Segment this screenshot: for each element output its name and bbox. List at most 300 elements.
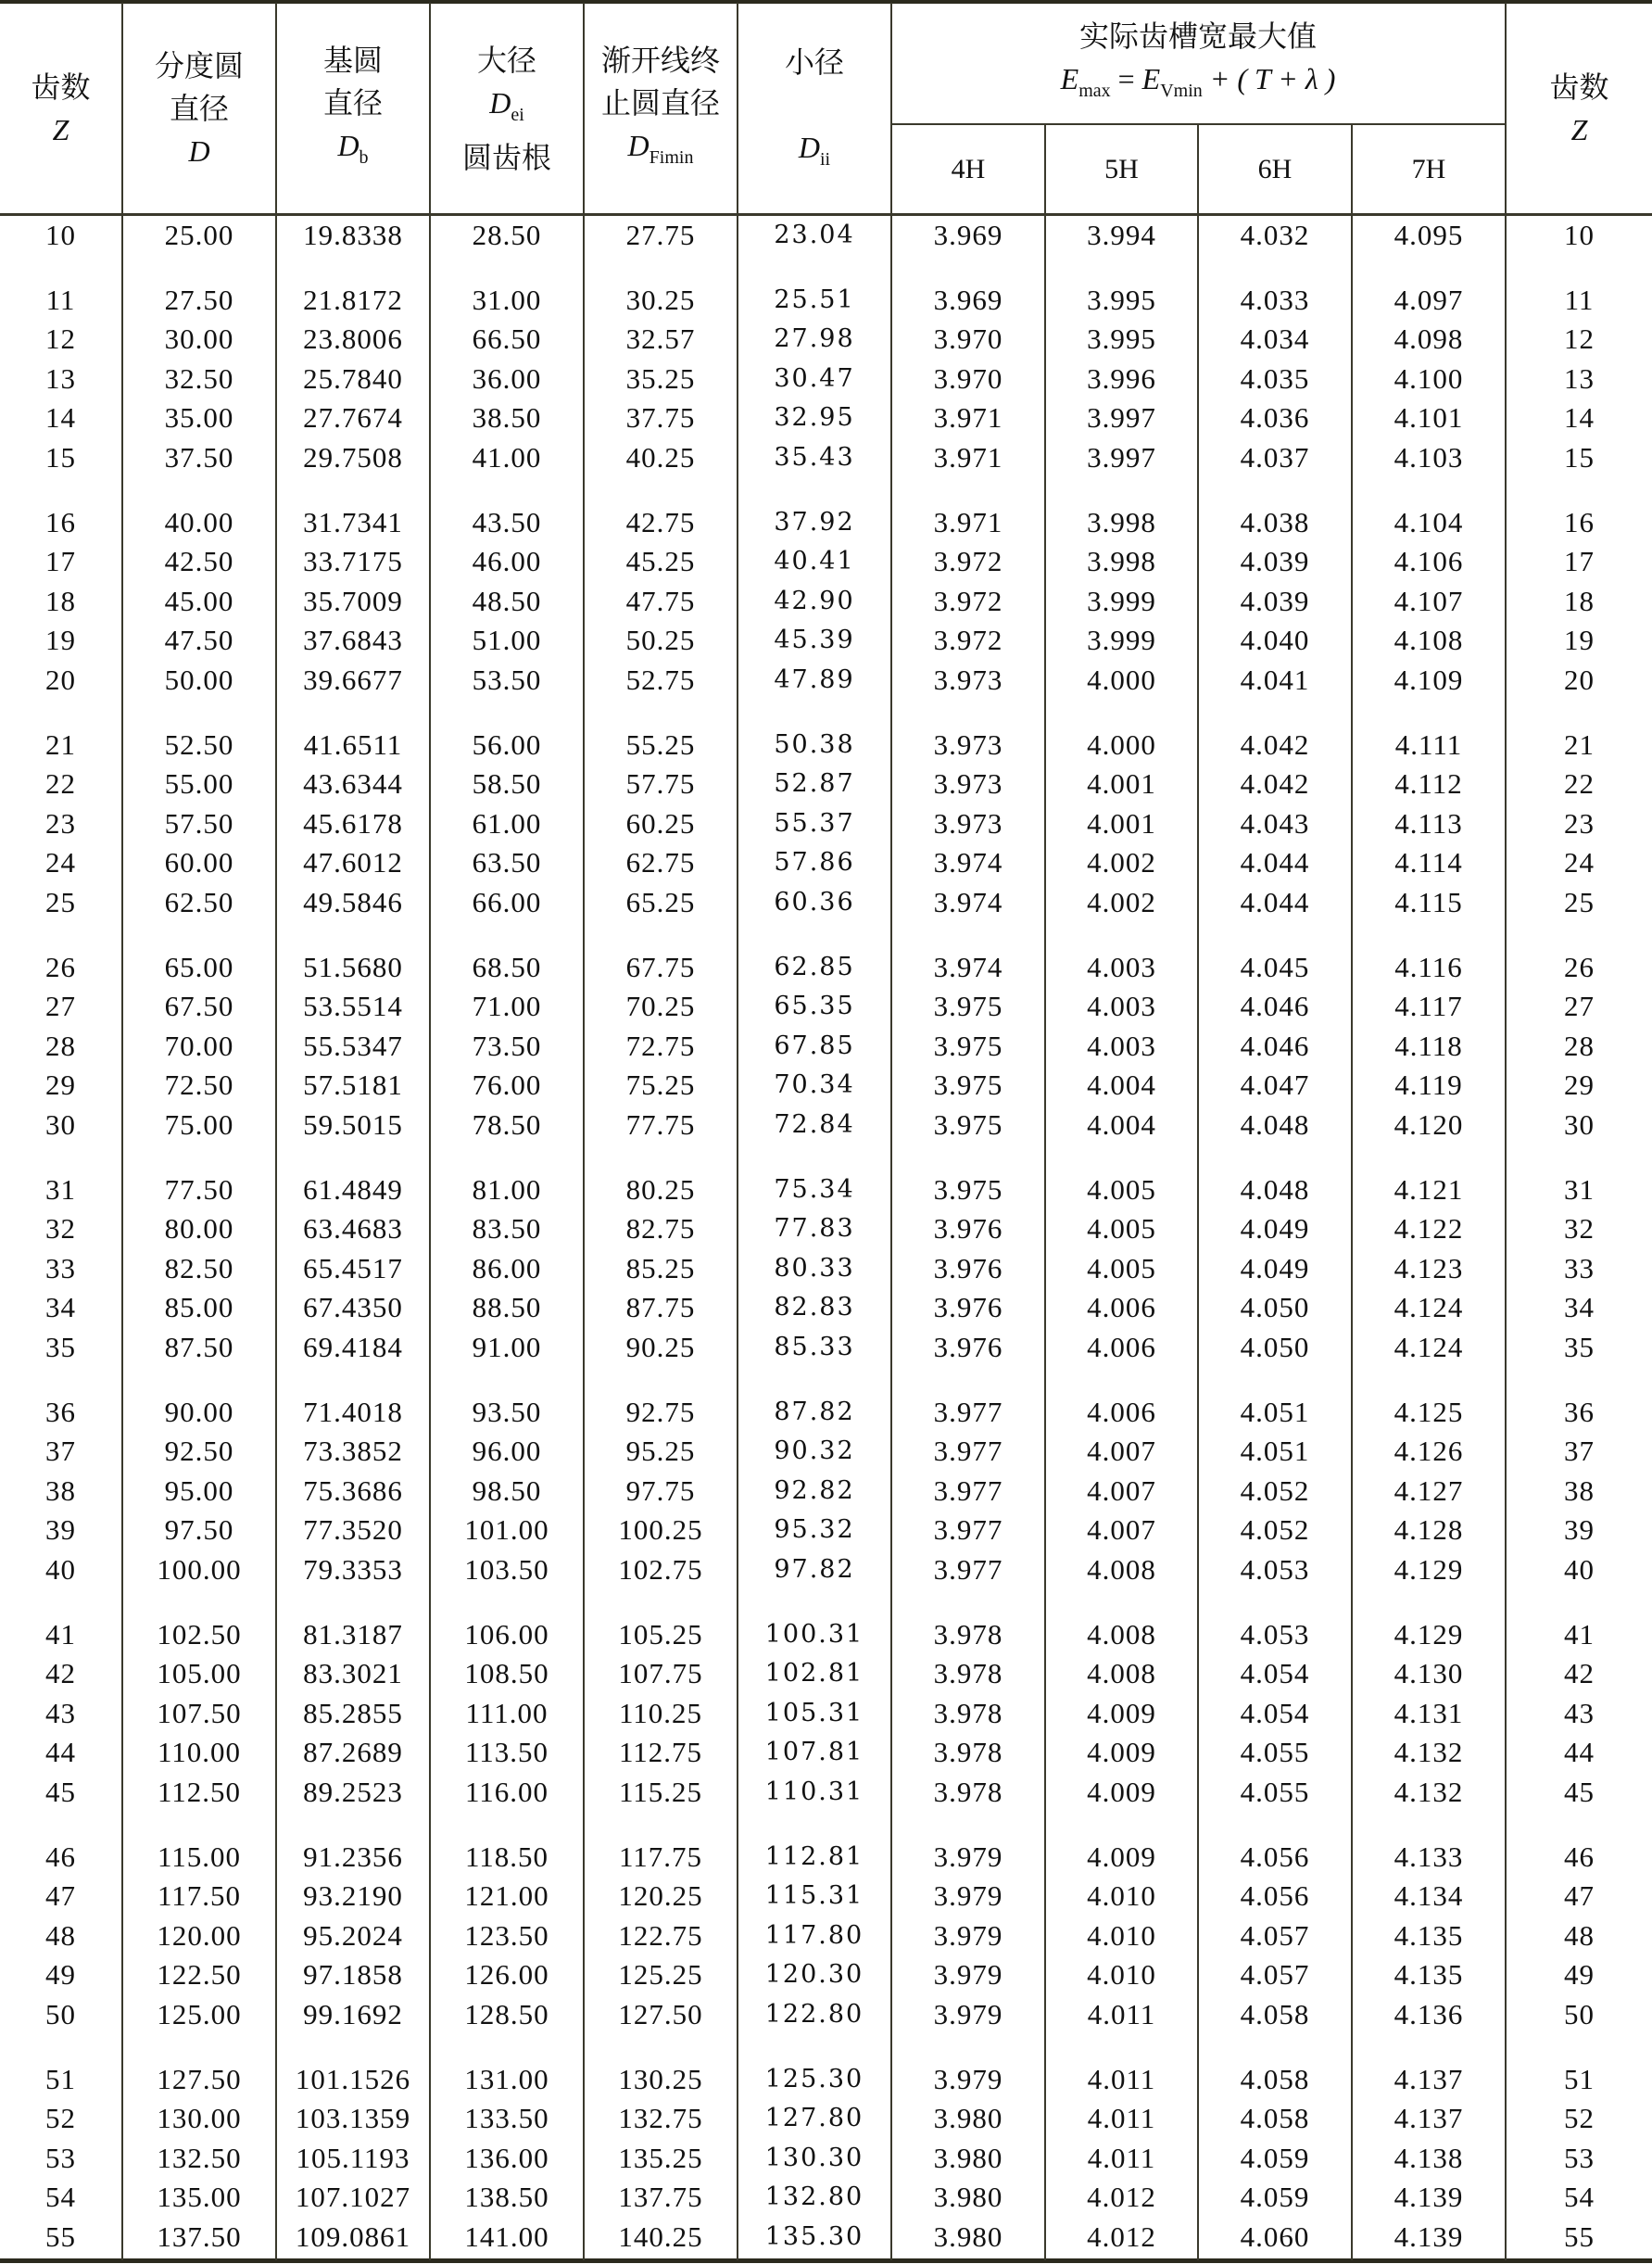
cell-involute-end-dia: 122.75	[618, 1918, 703, 1952]
cell-involute-end-dia: 82.75	[625, 1212, 696, 1246]
cell-teeth-right: 41	[1564, 1617, 1595, 1651]
cell-minor-dia: 62.85	[774, 952, 855, 981]
cell-teeth-right: 14	[1564, 401, 1595, 435]
cell-teeth-right: 52	[1564, 2102, 1595, 2135]
cell-teeth: 43	[45, 1696, 76, 1729]
cell-e-7h: 4.107	[1393, 584, 1464, 617]
header-label: 直径	[322, 85, 383, 120]
cell-major-dia: 138.50	[464, 2181, 549, 2214]
header-label: 齿数	[1549, 70, 1609, 104]
cell-major-dia: 128.50	[464, 1998, 549, 2030]
cell-teeth-right: 18	[1564, 584, 1595, 617]
cell-teeth-right: 11	[1564, 283, 1595, 316]
cell-teeth-right: 51	[1564, 2062, 1595, 2095]
cell-e-5h: 4.000	[1087, 664, 1156, 696]
cell-base-dia: 55.5347	[303, 1029, 403, 1062]
table-row	[0, 281, 1652, 320]
table-row	[0, 726, 1652, 765]
table-row	[0, 1773, 1652, 1812]
header-4h: 4H	[951, 153, 986, 184]
cell-teeth: 46	[45, 1840, 76, 1873]
cell-involute-end-dia: 100.25	[618, 1513, 703, 1547]
cell-e-7h: 4.131	[1393, 1696, 1464, 1729]
cell-base-dia: 25.7840	[303, 361, 403, 395]
cell-e-4h: 3.975	[933, 1172, 1003, 1206]
cell-involute-end-dia: 125.25	[618, 1958, 703, 1992]
cell-minor-dia: 85.33	[774, 1333, 855, 1361]
cell-minor-dia: 52.87	[774, 769, 855, 799]
cell-e-7h: 4.126	[1393, 1435, 1464, 1468]
cell-pitch-dia: 87.50	[164, 1331, 234, 1363]
cell-involute-end-dia: 75.25	[625, 1069, 696, 1102]
cell-e-7h: 4.132	[1393, 1736, 1464, 1769]
cell-teeth-right: 24	[1564, 846, 1595, 879]
cell-e-6h: 4.059	[1240, 2141, 1310, 2174]
cell-e-6h: 4.051	[1240, 1435, 1310, 1468]
cell-e-4h: 3.976	[933, 1251, 1003, 1284]
cell-major-dia: 101.00	[464, 1513, 549, 1547]
cell-pitch-dia: 37.50	[164, 441, 234, 474]
cell-e-4h: 3.972	[933, 545, 1003, 578]
cell-e-4h: 3.979	[933, 1918, 1003, 1952]
cell-e-7h: 4.135	[1393, 1918, 1464, 1952]
cell-e-4h: 3.974	[933, 950, 1003, 983]
cell-teeth: 10	[45, 219, 76, 251]
cell-e-5h: 4.006	[1087, 1395, 1156, 1428]
cell-e-4h: 3.974	[933, 886, 1003, 918]
cell-e-6h: 4.040	[1240, 624, 1310, 657]
cell-pitch-dia: 52.50	[164, 727, 234, 761]
cell-base-dia: 49.5846	[303, 886, 403, 918]
cell-e-5h: 4.002	[1087, 886, 1156, 918]
cell-base-dia: 23.8006	[303, 323, 403, 356]
formula-symbol: E	[1060, 62, 1079, 95]
cell-e-5h: 4.006	[1087, 1291, 1156, 1324]
cell-teeth: 11	[45, 283, 76, 316]
header-label: 渐开线终	[600, 43, 720, 77]
cell-teeth-right: 17	[1564, 545, 1595, 578]
cell-e-7h: 4.116	[1394, 950, 1463, 983]
cell-e-7h: 4.129	[1393, 1553, 1464, 1586]
cell-teeth: 37	[45, 1435, 76, 1468]
cell-e-5h: 4.008	[1087, 1617, 1156, 1651]
cell-pitch-dia: 42.50	[164, 545, 234, 578]
header-major-diameter	[431, 4, 583, 213]
table-row	[0, 948, 1652, 987]
table-row	[0, 1066, 1652, 1105]
formula-subscript: max	[1078, 81, 1111, 101]
cell-e-4h: 3.980	[933, 2102, 1003, 2135]
cell-teeth: 30	[45, 1108, 76, 1141]
header-teeth-count-right	[1507, 4, 1652, 213]
cell-e-5h: 4.010	[1087, 1918, 1156, 1952]
cell-e-5h: 4.011	[1087, 2141, 1156, 2174]
cell-minor-dia: 47.89	[774, 665, 855, 694]
cell-e-5h: 3.999	[1087, 624, 1156, 657]
cell-e-6h: 4.039	[1240, 545, 1310, 578]
cell-involute-end-dia: 102.75	[618, 1553, 703, 1586]
table-row	[0, 1955, 1652, 1994]
cell-involute-end-dia: 52.75	[625, 664, 696, 696]
table-row	[0, 1550, 1652, 1589]
cell-e-7h: 4.132	[1393, 1776, 1464, 1808]
cell-teeth-right: 43	[1564, 1696, 1595, 1729]
cell-minor-dia: 120.30	[764, 1960, 864, 1990]
cell-e-4h: 3.973	[933, 664, 1003, 696]
cell-involute-end-dia: 35.25	[625, 361, 696, 395]
table-row	[0, 883, 1652, 922]
header-label: 止圆直径	[600, 85, 720, 120]
cell-e-6h: 4.055	[1240, 1776, 1310, 1808]
cell-pitch-dia: 117.50	[157, 1879, 242, 1913]
cell-pitch-dia: 110.00	[157, 1736, 242, 1769]
cell-teeth: 19	[45, 624, 76, 657]
table-row	[0, 2099, 1652, 2138]
cell-base-dia: 69.4184	[303, 1331, 403, 1363]
cell-e-6h: 4.060	[1240, 2220, 1310, 2253]
cell-base-dia: 33.7175	[303, 545, 403, 578]
cell-major-dia: 53.50	[472, 664, 542, 696]
cell-teeth: 51	[45, 2062, 76, 2095]
cell-involute-end-dia: 45.25	[625, 545, 696, 578]
cell-involute-end-dia: 32.57	[625, 323, 696, 356]
cell-e-6h: 4.059	[1240, 2181, 1310, 2214]
cell-e-4h: 3.972	[933, 584, 1003, 617]
cell-teeth-right: 53	[1564, 2141, 1595, 2174]
cell-e-5h: 4.005	[1087, 1212, 1156, 1246]
cell-e-6h: 4.054	[1240, 1696, 1310, 1729]
header-symbol: Z	[1570, 113, 1588, 146]
cell-e-5h: 4.000	[1087, 727, 1156, 761]
cell-e-4h: 3.979	[933, 1840, 1003, 1873]
cell-minor-dia: 72.84	[774, 1110, 855, 1139]
cell-pitch-dia: 85.00	[164, 1291, 234, 1324]
cell-pitch-dia: 137.50	[157, 2220, 242, 2253]
cell-major-dia: 118.50	[464, 1840, 549, 1873]
cell-minor-dia: 105.31	[764, 1698, 864, 1727]
cell-pitch-dia: 107.50	[157, 1696, 242, 1729]
header-5h: 5H	[1104, 153, 1139, 184]
cell-teeth-right: 16	[1564, 505, 1595, 538]
cell-minor-dia: 80.33	[774, 1253, 855, 1283]
cell-e-5h: 3.995	[1087, 323, 1156, 356]
header-subscript: ei	[511, 104, 524, 125]
cell-teeth: 47	[45, 1879, 76, 1913]
formula-subscript: Vmin	[1160, 81, 1203, 101]
table-row	[0, 216, 1652, 255]
cell-teeth-right: 20	[1564, 664, 1595, 696]
cell-pitch-dia: 77.50	[164, 1172, 234, 1206]
cell-pitch-dia: 27.50	[164, 283, 234, 316]
cell-pitch-dia: 25.00	[164, 219, 234, 251]
cell-minor-dia: 37.92	[774, 507, 855, 537]
cell-e-4h: 3.975	[933, 1069, 1003, 1102]
cell-minor-dia: 132.80	[764, 2182, 864, 2212]
cell-major-dia: 113.50	[464, 1736, 549, 1769]
cell-teeth: 27	[45, 990, 76, 1023]
cell-major-dia: 68.50	[472, 950, 542, 983]
header-label: 小径	[784, 45, 844, 79]
cell-teeth: 41	[45, 1617, 76, 1651]
cell-e-5h: 4.005	[1087, 1172, 1156, 1206]
cell-e-6h: 4.050	[1240, 1291, 1310, 1324]
header-base-diameter	[277, 4, 429, 213]
cell-e-4h: 3.976	[933, 1291, 1003, 1324]
cell-e-6h: 4.057	[1240, 1958, 1310, 1992]
cell-e-6h: 4.042	[1240, 767, 1310, 801]
cell-e-5h: 3.994	[1087, 219, 1156, 251]
cell-minor-dia: 32.95	[774, 403, 855, 433]
cell-minor-dia: 40.41	[774, 547, 855, 576]
cell-e-7h: 4.124	[1393, 1291, 1464, 1324]
cell-pitch-dia: 72.50	[164, 1069, 234, 1102]
cell-teeth: 22	[45, 767, 76, 801]
table-row	[0, 1027, 1652, 1066]
cell-teeth-right: 38	[1564, 1473, 1595, 1507]
cell-e-5h: 4.004	[1087, 1069, 1156, 1102]
cell-base-dia: 85.2855	[303, 1696, 403, 1729]
cell-e-7h: 4.134	[1393, 1879, 1464, 1913]
cell-e-4h: 3.977	[933, 1553, 1003, 1586]
cell-involute-end-dia: 67.75	[625, 950, 696, 983]
cell-pitch-dia: 32.50	[164, 361, 234, 395]
cell-e-5h: 4.002	[1087, 846, 1156, 879]
cell-involute-end-dia: 42.75	[625, 505, 696, 538]
cell-base-dia: 109.0861	[295, 2220, 411, 2253]
cell-minor-dia: 122.80	[764, 2000, 864, 2029]
cell-pitch-dia: 105.00	[157, 1657, 242, 1690]
cell-teeth-right: 25	[1564, 886, 1595, 918]
cell-teeth: 35	[45, 1331, 76, 1363]
cell-involute-end-dia: 110.25	[618, 1696, 703, 1729]
cell-base-dia: 59.5015	[303, 1108, 403, 1141]
cell-e-5h: 4.003	[1087, 990, 1156, 1023]
cell-minor-dia: 60.36	[774, 888, 855, 917]
cell-major-dia: 126.00	[464, 1958, 549, 1992]
table-row	[0, 1288, 1652, 1327]
cell-e-5h: 4.010	[1087, 1958, 1156, 1992]
cell-teeth-right: 29	[1564, 1069, 1595, 1102]
table-row	[0, 1170, 1652, 1209]
header-6h: 6H	[1257, 153, 1293, 184]
cell-minor-dia: 100.31	[764, 1619, 864, 1649]
cell-base-dia: 47.6012	[303, 846, 403, 879]
cell-major-dia: 61.00	[472, 806, 542, 840]
cell-e-6h: 4.050	[1240, 1331, 1310, 1363]
cell-e-6h: 4.046	[1240, 1029, 1310, 1062]
cell-major-dia: 111.00	[465, 1696, 549, 1729]
cell-minor-dia: 87.82	[774, 1397, 855, 1426]
cell-e-6h: 4.036	[1240, 401, 1310, 435]
table-row	[0, 1209, 1652, 1248]
cell-involute-end-dia: 85.25	[625, 1251, 696, 1284]
cell-e-7h: 4.098	[1393, 323, 1464, 356]
cell-teeth-right: 37	[1564, 1435, 1595, 1468]
header-label: 直径	[169, 92, 229, 125]
cell-minor-dia: 50.38	[774, 729, 855, 759]
cell-teeth-right: 42	[1564, 1657, 1595, 1690]
cell-major-dia: 133.50	[464, 2102, 549, 2135]
cell-pitch-dia: 82.50	[164, 1251, 234, 1284]
cell-teeth: 25	[45, 886, 76, 918]
cell-minor-dia: 110.31	[764, 1777, 864, 1806]
cell-e-4h: 3.980	[933, 2181, 1003, 2214]
cell-minor-dia: 25.51	[774, 285, 855, 314]
cell-major-dia: 88.50	[472, 1291, 542, 1324]
cell-teeth: 39	[45, 1513, 76, 1547]
cell-e-5h: 4.003	[1087, 950, 1156, 983]
cell-e-6h: 4.033	[1240, 283, 1310, 316]
table-row	[0, 1995, 1652, 2034]
table-row	[0, 1106, 1652, 1145]
cell-e-6h: 4.047	[1240, 1069, 1310, 1102]
cell-minor-dia: 45.39	[774, 626, 855, 655]
cell-e-7h: 4.113	[1394, 806, 1463, 840]
cell-teeth-right: 40	[1564, 1553, 1595, 1586]
cell-teeth: 33	[45, 1251, 76, 1284]
cell-pitch-dia: 115.00	[157, 1840, 242, 1873]
table-row	[0, 2178, 1652, 2217]
cell-e-5h: 4.001	[1087, 767, 1156, 801]
cell-e-4h: 3.969	[933, 219, 1003, 251]
cell-e-7h: 4.137	[1393, 2062, 1464, 2095]
cell-major-dia: 41.00	[472, 441, 542, 474]
header-subscript: ii	[819, 149, 831, 170]
cell-e-4h: 3.978	[933, 1776, 1003, 1808]
cell-teeth-right: 13	[1564, 361, 1595, 395]
cell-minor-dia: 97.82	[774, 1555, 855, 1584]
cell-e-7h: 4.139	[1393, 2220, 1464, 2253]
cell-e-6h: 4.052	[1240, 1513, 1310, 1547]
cell-e-4h: 3.979	[933, 1998, 1003, 2030]
cell-e-4h: 3.979	[933, 2062, 1003, 2095]
header-symbol: D	[489, 85, 511, 120]
cell-major-dia: 136.00	[464, 2141, 549, 2174]
cell-teeth: 24	[45, 846, 76, 879]
cell-e-6h: 4.056	[1240, 1840, 1310, 1873]
table-row	[0, 438, 1652, 477]
cell-pitch-dia: 97.50	[164, 1513, 234, 1547]
table-row	[0, 2139, 1652, 2178]
cell-base-dia: 103.1359	[295, 2102, 411, 2135]
cell-base-dia: 37.6843	[303, 624, 403, 657]
cell-teeth: 52	[45, 2102, 76, 2135]
cell-teeth: 36	[45, 1395, 76, 1428]
cell-e-6h: 4.032	[1240, 219, 1310, 251]
cell-e-4h: 3.980	[933, 2220, 1003, 2253]
cell-base-dia: 75.3686	[303, 1473, 403, 1507]
cell-e-5h: 3.998	[1087, 545, 1156, 578]
cell-minor-dia: 112.81	[764, 1841, 864, 1871]
cell-teeth-right: 34	[1564, 1291, 1595, 1324]
cell-base-dia: 27.7674	[303, 401, 403, 435]
cell-e-6h: 4.041	[1240, 664, 1310, 696]
cell-e-6h: 4.053	[1240, 1617, 1310, 1651]
table-row	[0, 2060, 1652, 2099]
cell-pitch-dia: 125.00	[157, 1998, 242, 2030]
cell-minor-dia: 30.47	[774, 363, 855, 393]
cell-minor-dia: 130.30	[764, 2143, 864, 2172]
cell-base-dia: 65.4517	[303, 1251, 403, 1284]
cell-e-4h: 3.978	[933, 1696, 1003, 1729]
cell-e-4h: 3.977	[933, 1473, 1003, 1507]
cell-involute-end-dia: 117.75	[618, 1840, 703, 1873]
cell-e-6h: 4.043	[1240, 806, 1310, 840]
cell-teeth-right: 45	[1564, 1776, 1595, 1808]
group-title: 实际齿槽宽最大值	[1078, 19, 1317, 53]
cell-base-dia: 29.7508	[303, 441, 403, 474]
cell-e-5h: 4.007	[1087, 1435, 1156, 1468]
cell-minor-dia: 42.90	[774, 586, 855, 615]
header-subscript: Fimin	[649, 146, 694, 168]
cell-e-5h: 4.007	[1087, 1513, 1156, 1547]
cell-teeth: 32	[45, 1212, 76, 1246]
cell-e-5h: 4.011	[1087, 2062, 1156, 2095]
cell-e-7h: 4.121	[1393, 1172, 1464, 1206]
cell-teeth: 13	[45, 361, 76, 395]
cell-base-dia: 43.6344	[303, 767, 403, 801]
cell-e-6h: 4.054	[1240, 1657, 1310, 1690]
table-row	[0, 1511, 1652, 1549]
cell-teeth: 16	[45, 505, 76, 538]
table-row	[0, 1472, 1652, 1511]
cell-e-5h: 4.005	[1087, 1251, 1156, 1284]
cell-involute-end-dia: 27.75	[625, 219, 696, 251]
cell-e-7h: 4.104	[1393, 505, 1464, 538]
cell-e-7h: 4.095	[1393, 219, 1464, 251]
header-label: 分度圆	[154, 49, 244, 82]
cell-pitch-dia: 67.50	[164, 990, 234, 1023]
cell-e-7h: 4.124	[1393, 1331, 1464, 1363]
cell-e-6h: 4.035	[1240, 361, 1310, 395]
cell-major-dia: 51.00	[472, 624, 542, 657]
cell-base-dia: 39.6677	[303, 664, 403, 696]
cell-e-6h: 4.038	[1240, 505, 1310, 538]
cell-major-dia: 58.50	[472, 767, 542, 801]
cell-e-5h: 3.997	[1087, 441, 1156, 474]
cell-teeth: 34	[45, 1291, 76, 1324]
cell-e-4h: 3.973	[933, 806, 1003, 840]
cell-e-6h: 4.052	[1240, 1473, 1310, 1507]
cell-e-7h: 4.106	[1393, 545, 1464, 578]
header-7h: 7H	[1411, 153, 1446, 184]
table-row	[0, 542, 1652, 581]
cell-involute-end-dia: 57.75	[625, 767, 696, 801]
cell-involute-end-dia: 90.25	[625, 1331, 696, 1363]
header-symbol: Z	[52, 113, 69, 146]
cell-pitch-dia: 127.50	[157, 2062, 242, 2095]
cell-e-6h: 4.044	[1240, 846, 1310, 879]
cell-e-7h: 4.139	[1393, 2181, 1464, 2214]
cell-e-6h: 4.039	[1240, 584, 1310, 617]
cell-teeth: 54	[45, 2181, 76, 2214]
cell-teeth-right: 54	[1564, 2181, 1595, 2214]
cell-pitch-dia: 80.00	[164, 1212, 234, 1246]
cell-e-6h: 4.045	[1240, 950, 1310, 983]
header-pitch-diameter	[123, 4, 275, 213]
cell-e-4h: 3.970	[933, 323, 1003, 356]
cell-major-dia: 46.00	[472, 545, 542, 578]
cell-major-dia: 91.00	[472, 1331, 542, 1363]
cell-pitch-dia: 47.50	[164, 624, 234, 657]
header-teeth-count	[0, 4, 121, 213]
cell-teeth-right: 12	[1564, 323, 1595, 356]
cell-teeth-right: 31	[1564, 1172, 1595, 1206]
cell-involute-end-dia: 105.25	[618, 1617, 703, 1651]
cell-e-4h: 3.978	[933, 1736, 1003, 1769]
cell-teeth-right: 39	[1564, 1513, 1595, 1547]
cell-involute-end-dia: 115.25	[618, 1776, 703, 1808]
